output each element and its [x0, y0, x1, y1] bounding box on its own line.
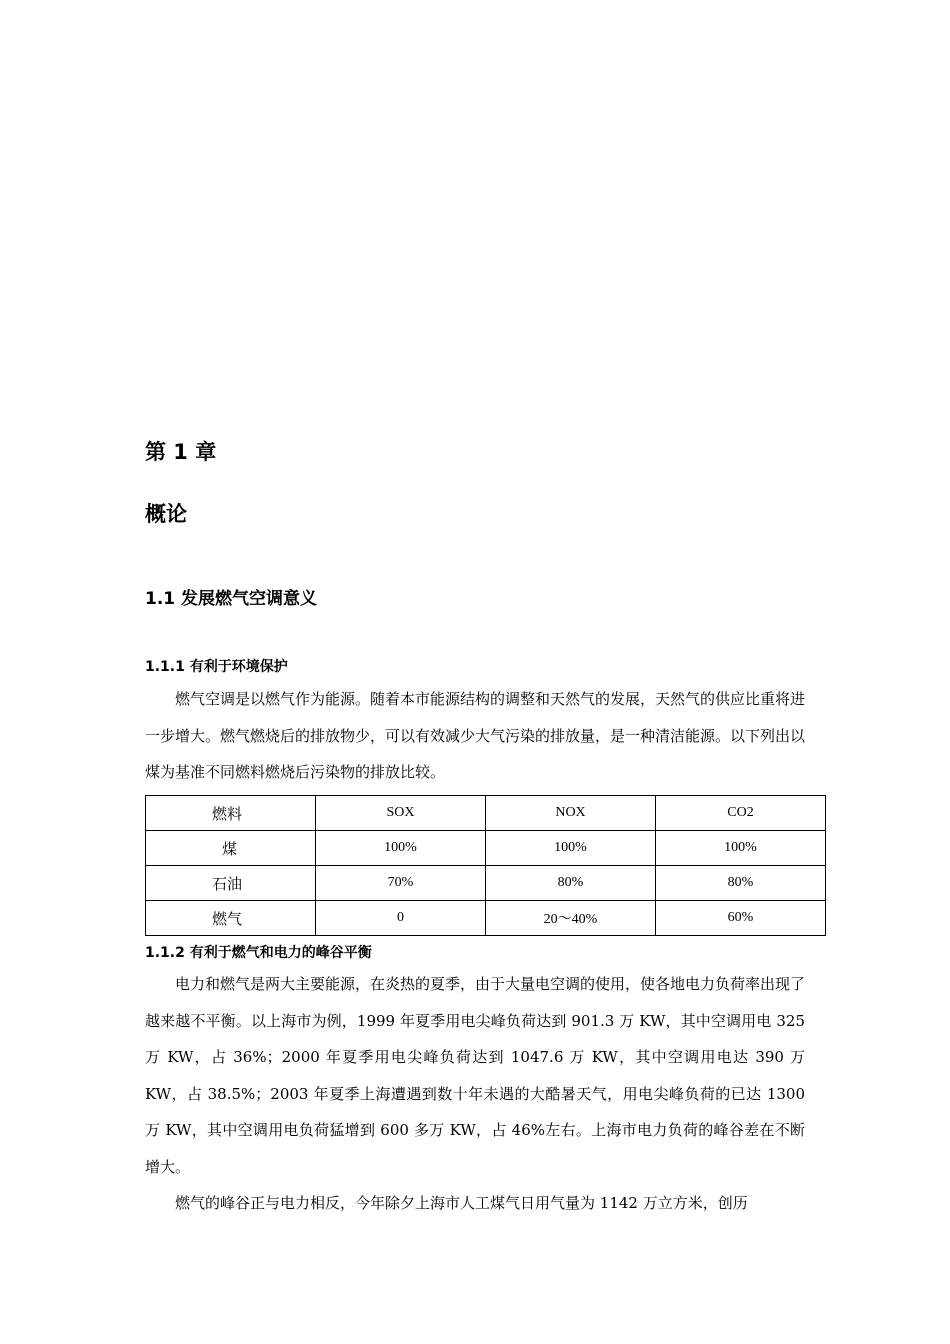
table-cell: 80%	[656, 866, 826, 901]
table-row	[146, 866, 826, 901]
subsection-heading-peak-balance: 1.1.2 有利于燃气和电力的峰谷平衡	[145, 945, 372, 961]
table-cell: 100%	[486, 831, 656, 866]
table-cell: 70%	[316, 866, 486, 901]
table-cell-fuel: 燃气	[146, 901, 316, 936]
table-cell-fuel: 石油	[146, 866, 316, 901]
paragraph-peak-balance-electricity: 电力和燃气是两大主要能源，在炎热的夏季，由于大量电空调的使用，使各地电力负荷率出现了越来越不平衡。以上海市为例，1999 年夏季用电尖峰负荷达到 901.3 万 KW，其中空调用电 325 万 KW，占 36%；2000 年夏季用电尖峰负荷达到 1047.6 万 KW，其中空调用电达 390 万 KW，占 38.5%；2003 年夏季上海遭遇到数十年未遇的大酷暑天气，用电尖峰负荷的已达 1300 万 KW，其中空调用电负荷猛增到 600 多万 KW，占 46%左右。上海市电力负荷的峰谷差在不断增大。	[145, 975, 806, 1176]
table-cell-fuel: 煤	[146, 831, 316, 866]
table-row	[146, 831, 826, 866]
table-header-sox: SOX	[316, 796, 486, 831]
table-header-row	[146, 796, 826, 831]
paragraph-environment: 燃气空调是以燃气作为能源。随着本市能源结构的调整和天然气的发展，天然气的供应比重将进一步增大。燃气燃烧后的排放物少，可以有效减少大气污染的排放量，是一种清洁能源。以下列出以煤为基准不同燃料燃烧后污染物的排放比较。	[145, 690, 806, 781]
table-header-co2: CO2	[656, 796, 826, 831]
table-cell: 100%	[656, 831, 826, 866]
table-cell: 80%	[486, 866, 656, 901]
table-cell: 0	[316, 901, 486, 936]
table-cell: 100%	[316, 831, 486, 866]
paragraph-peak-balance-gas: 燃气的峰谷正与电力相反，今年除夕上海市人工煤气日用气量为 1142 万立方米，创历	[175, 1194, 748, 1212]
table-row	[146, 901, 826, 936]
chapter-number: 第 1 章	[145, 440, 217, 464]
table-header-nox: NOX	[486, 796, 656, 831]
table-cell: 20～40%	[486, 901, 656, 936]
subsection-heading-environment: 1.1.1 有利于环境保护	[145, 659, 288, 675]
chapter-title: 概论	[145, 502, 187, 526]
emission-comparison-table	[145, 795, 826, 936]
section-heading: 1.1 发展燃气空调意义	[145, 589, 318, 609]
table-header-fuel: 燃料	[146, 796, 316, 831]
table-cell: 60%	[656, 901, 826, 936]
